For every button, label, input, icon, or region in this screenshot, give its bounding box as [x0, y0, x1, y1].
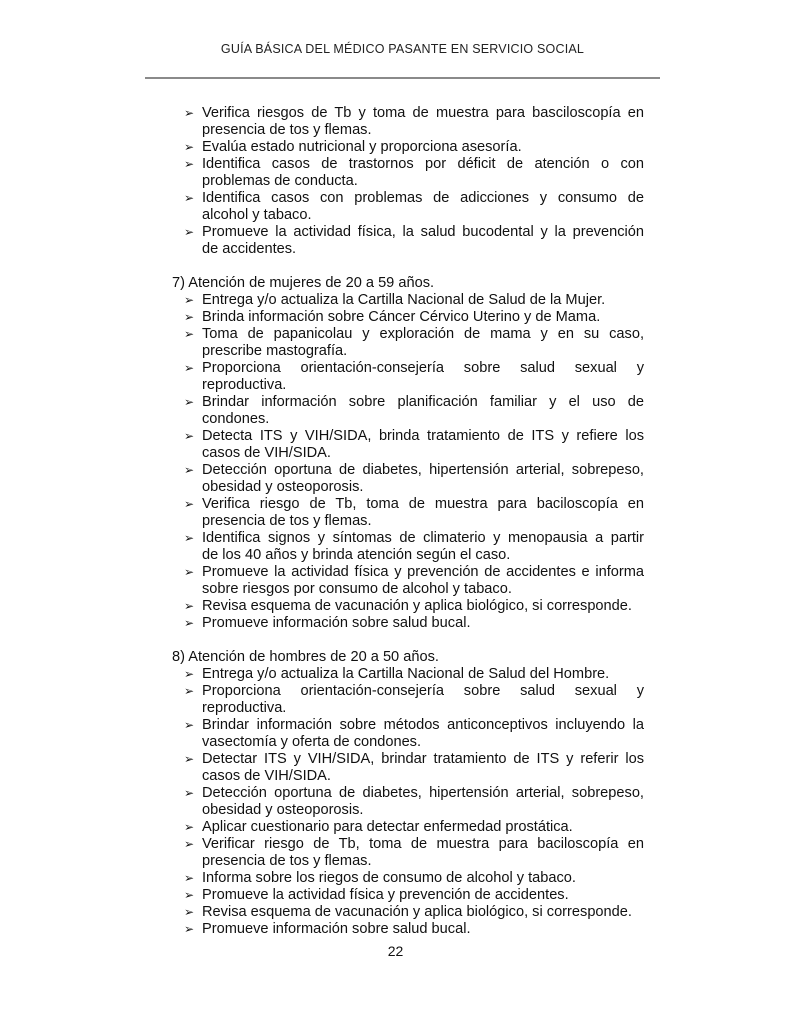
list-item-text: Promueve la actividad física, la salud bucodental y la prevención: [202, 224, 644, 240]
list-item: [168, 105, 644, 139]
list-item: [168, 598, 644, 615]
list-item: [168, 156, 644, 190]
list-item-text: Promueve información sobre salud bucal.: [202, 921, 471, 937]
arrow-bullet-icon: ➢: [184, 361, 195, 375]
list-item-text: Promueve la actividad física y prevención de accidentes.: [202, 887, 569, 903]
list-item-text: Promueve la actividad física y prevención de accidentes e informa: [202, 564, 644, 580]
arrow-bullet-icon: ➢: [184, 395, 195, 409]
arrow-bullet-icon: ➢: [184, 429, 195, 443]
arrow-bullet-icon: ➢: [184, 225, 195, 239]
list-item-text: Toma de papanicolau y exploración de mama y en su caso,: [202, 326, 644, 342]
list-item-text: Detecta ITS y VIH/SIDA, brinda tratamiento de ITS y refiere los: [202, 428, 644, 444]
list-item-text: obesidad y osteoporosis.: [202, 802, 364, 818]
list-item-text: vasectomía y oferta de condones.: [202, 734, 422, 750]
page-content: [168, 105, 644, 938]
list-item-text: Entrega y/o actualiza la Cartilla Nacional de Salud del Hombre.: [202, 666, 610, 682]
list-item-text: obesidad y osteoporosis.: [202, 479, 364, 495]
list-item-text: de accidentes.: [202, 241, 297, 257]
arrow-bullet-icon: ➢: [184, 786, 195, 800]
list-item-text: Identifica signos y síntomas de climaterio y menopausia a partir: [202, 530, 644, 546]
list-item-text: reproductiva.: [202, 700, 287, 716]
arrow-bullet-icon: ➢: [184, 531, 195, 545]
arrow-bullet-icon: ➢: [184, 718, 195, 732]
list-item: [168, 224, 644, 258]
list-item-text: presencia de tos y flemas.: [202, 513, 372, 529]
list-item: [168, 462, 644, 496]
arrow-bullet-icon: ➢: [184, 327, 195, 341]
list-item: [168, 496, 644, 530]
list-item-text: Verifica riesgos de Tb y toma de muestra para basciloscopía en: [202, 105, 644, 121]
arrow-bullet-icon: ➢: [184, 837, 195, 851]
intro-bullet-list: [168, 105, 644, 258]
arrow-bullet-icon: ➢: [184, 599, 195, 613]
list-item: [168, 904, 644, 921]
arrow-bullet-icon: ➢: [184, 616, 195, 630]
list-item: [168, 326, 644, 360]
list-item-text: Promueve información sobre salud bucal.: [202, 615, 471, 631]
arrow-bullet-icon: ➢: [184, 905, 195, 919]
list-item-text: Identifica casos de trastornos por déficit de atención o con: [202, 156, 644, 172]
list-item-text: reproductiva.: [202, 377, 287, 393]
section-8-bullet-list: [168, 666, 644, 938]
arrow-bullet-icon: ➢: [184, 922, 195, 936]
running-head: GUÍA BÁSICA DEL MÉDICO PASANTE EN SERVICIO SOCIAL: [220, 42, 585, 56]
section-7-bullet-list: [168, 292, 644, 632]
list-item: [168, 428, 644, 462]
list-item-text: Detección oportuna de diabetes, hipertensión arterial, sobrepeso,: [202, 785, 644, 801]
list-item: [168, 394, 644, 428]
list-item-text: Revisa esquema de vacunación y aplica biológico, si corresponde.: [202, 904, 632, 920]
arrow-bullet-icon: ➢: [184, 871, 195, 885]
list-item: [168, 190, 644, 224]
arrow-bullet-icon: ➢: [184, 497, 195, 511]
list-item-text: Detección oportuna de diabetes, hipertensión arterial, sobrepeso,: [202, 462, 644, 478]
list-item: [168, 564, 644, 598]
list-item-text: casos de VIH/SIDA.: [202, 445, 331, 461]
list-item-text: Verificar riesgo de Tb, toma de muestra para baciloscopía en: [202, 836, 644, 852]
list-item-text: Brindar información sobre métodos anticonceptivos incluyendo la: [202, 717, 644, 733]
list-item: [168, 921, 644, 938]
list-item: [168, 139, 644, 156]
list-item: [168, 615, 644, 632]
arrow-bullet-icon: ➢: [184, 752, 195, 766]
list-item-text: Identifica casos con problemas de adicciones y consumo de: [202, 190, 644, 206]
list-item-text: presencia de tos y flemas.: [202, 853, 372, 869]
list-item-text: prescribe mastografía.: [202, 343, 348, 359]
list-item-text: condones.: [202, 411, 270, 427]
list-item: [168, 717, 644, 751]
list-item-text: Proporciona orientación-consejería sobre salud sexual y: [202, 360, 644, 376]
list-item-text: casos de VIH/SIDA.: [202, 768, 331, 784]
list-item-text: alcohol y tabaco.: [202, 207, 312, 223]
arrow-bullet-icon: ➢: [184, 293, 195, 307]
list-item: [168, 819, 644, 836]
list-item-text: sobre riesgos por consumo de alcohol y tabaco.: [202, 581, 512, 597]
list-item: [168, 360, 644, 394]
list-item-text: Proporciona orientación-consejería sobre salud sexual y: [202, 683, 644, 699]
arrow-bullet-icon: ➢: [184, 463, 195, 477]
arrow-bullet-icon: ➢: [184, 157, 195, 171]
list-item: [168, 292, 644, 309]
list-item: [168, 530, 644, 564]
list-item-text: presencia de tos y flemas.: [202, 122, 372, 138]
list-item-text: Revisa esquema de vacunación y aplica biológico, si corresponde.: [202, 598, 632, 614]
arrow-bullet-icon: ➢: [184, 684, 195, 698]
section-8-heading: 8) Atención de hombres de 20 a 50 años.: [172, 649, 439, 665]
header-rule: [145, 77, 660, 79]
list-item-text: Verifica riesgo de Tb, toma de muestra para baciloscopía en: [202, 496, 644, 512]
list-item: [168, 309, 644, 326]
list-item-text: de los 40 años y brinda atención según el caso.: [202, 547, 511, 563]
arrow-bullet-icon: ➢: [184, 888, 195, 902]
list-item: [168, 666, 644, 683]
list-item: [168, 683, 644, 717]
list-item-text: Brinda información sobre Cáncer Cérvico Uterino y de Mama.: [202, 309, 601, 325]
list-item: [168, 887, 644, 904]
list-item-text: Evalúa estado nutricional y proporciona asesoría.: [202, 139, 522, 155]
arrow-bullet-icon: ➢: [184, 191, 195, 205]
arrow-bullet-icon: ➢: [184, 310, 195, 324]
arrow-bullet-icon: ➢: [184, 820, 195, 834]
page-number: 22: [387, 943, 404, 959]
list-item: [168, 785, 644, 819]
list-item-text: Aplicar cuestionario para detectar enfermedad prostática.: [202, 819, 573, 835]
list-item-text: Detectar ITS y VIH/SIDA, brindar tratamiento de ITS y referir los: [202, 751, 644, 767]
list-item: [168, 751, 644, 785]
arrow-bullet-icon: ➢: [184, 106, 195, 120]
arrow-bullet-icon: ➢: [184, 140, 195, 154]
list-item: [168, 870, 644, 887]
arrow-bullet-icon: ➢: [184, 667, 195, 681]
list-item-text: problemas de conducta.: [202, 173, 358, 189]
list-item-text: Informa sobre los riegos de consumo de alcohol y tabaco.: [202, 870, 576, 886]
section-7-heading: 7) Atención de mujeres de 20 a 59 años.: [172, 275, 435, 291]
list-item-text: Brindar información sobre planificación familiar y el uso de: [202, 394, 644, 410]
arrow-bullet-icon: ➢: [184, 565, 195, 579]
list-item: [168, 836, 644, 870]
list-item-text: Entrega y/o actualiza la Cartilla Nacional de Salud de la Mujer.: [202, 292, 606, 308]
